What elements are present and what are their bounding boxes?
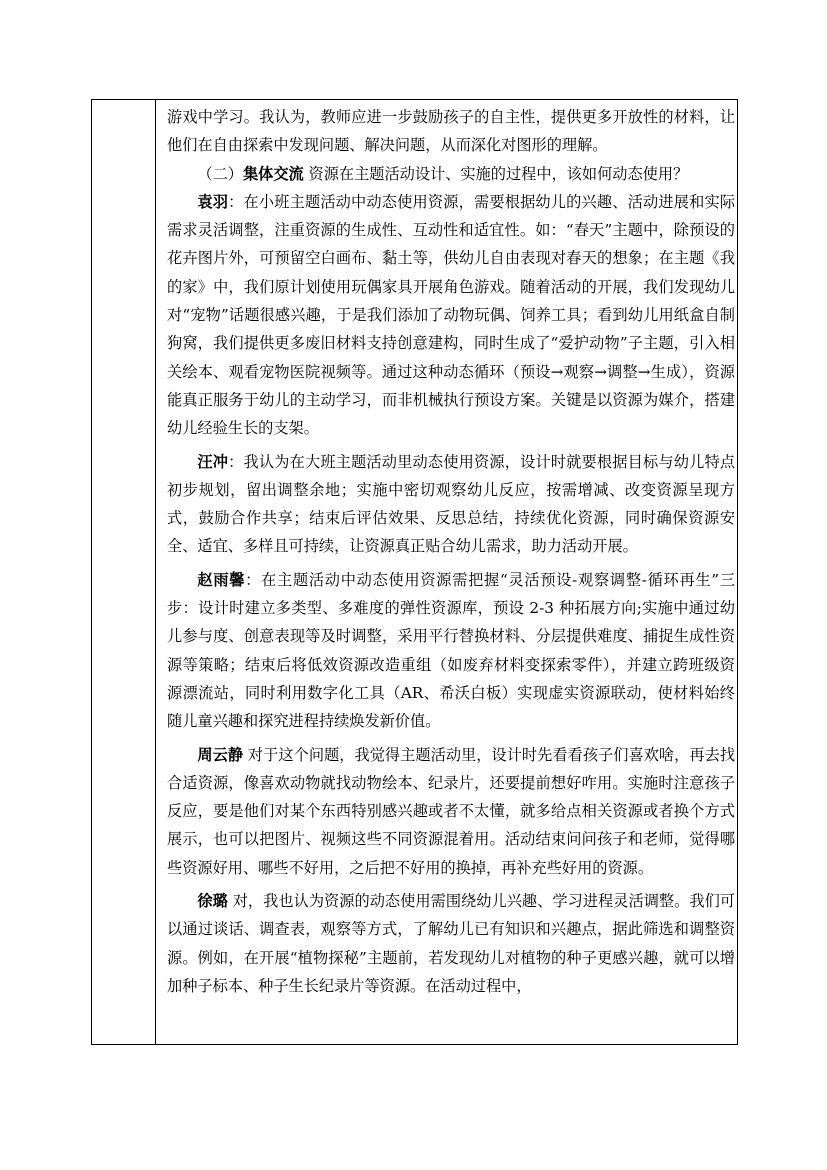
speaker-name: 周云静 [197, 745, 244, 764]
table-content-cell [167, 103, 735, 1000]
paragraph-intro: 游戏中学习。我认为，教师应进一步鼓励孩子的自主性，提供更多开放性的材料，让他们在自由探索中发现问题、解决问题，从而深化对图形的理解。 [167, 108, 735, 155]
speaker-name: 袁羽 [197, 192, 229, 211]
paragraph-discussion-heading [167, 160, 735, 188]
speaker-name: 汪冲 [197, 452, 229, 471]
heading-number: （二） [197, 164, 243, 183]
speaker-text: ：在主题活动中动态使用资源需把握“灵活预设-观察调整-循环再生”三步：设计时建立多类型、多难度的弹性资源库，预设 2-3 种拓展方向;实施中通过幼儿参与度、创意表现等及时调整，采用平行替换材料、分层提供难度、捕捉生成性资源等策略；结束后将低效资源改造重组（如废弃材料变探索零件），并建立跨班级资源漂流站，同时利用数字化工具（AR、希沃白板）实现虚实资源联动，使材料始终随儿童兴趣和探究进程持续焕发新价值。 [167, 570, 736, 731]
speaker-name: 赵雨馨 [197, 570, 246, 589]
speaker-text: 对于这个问题，我觉得主题活动里，设计时先看看孩子们喜欢啥，再去找合适资源，像喜欢动物就找动物绘本、纪录片，还要提前想好咋用。实施时注意孩子反应，要是他们对某个东西特别感兴趣或者不太懂，就多给点相关资源或者换个方式展示，也可以把图片、视频这些不同资源混着用。活动结束问问孩子和老师，觉得哪些资源好用、哪些不好用，之后把不好用的换掉，再补充些好用的资源。 [167, 745, 736, 877]
speaker-text: ：在小班主题活动中动态使用资源，需要根据幼儿的兴趣、活动进展和实际需求灵活调整，注重资源的生成性、互动性和适宜性。如：“春天”主题中，除预设的花卉图片外，可预留空白画布、黏土等，供幼儿自由表现对春天的想象；在主题《我的家》中，我们原计划使用玩偶家具开展角色游戏。随着活动的开展，我们发现幼儿对“宠物”话题很感兴趣，于是我们添加了动物玩偶、饲养工具；看到幼儿用纸盒自制狗窝，我们提供更多废旧材料支持创意建构，同时生成了“爱护动物”子主题，引入相关绘本、观看宠物医院视频等。通过这种动态循环（预设→观察→调整→生成），资源能真正服务于幼儿的主动学习，而非机械执行预设方案。关键是以资源为媒介，搭建幼儿经验生长的支架。 [167, 192, 736, 438]
paragraph-yuanyu [167, 188, 735, 443]
paragraph-zhaoyuxin [167, 566, 735, 736]
speaker-text: 对，我也认为资源的动态使用需围绕幼儿兴趣、学习进程灵活调整。我们可以通过谈话、调查表，观察等方式，了解幼儿已有知识和兴趣点，据此筛选和调整资源。例如，在开展“植物探秘”主题前，若发现幼儿对植物的种子更感兴趣，就可以增加种子标本、种子生长纪录片等资源。在活动过程中， [167, 892, 736, 995]
document-table [91, 99, 738, 1045]
heading-question: 资源在主题活动设计、实施的过程中，该如何动态使用？ [303, 164, 689, 183]
speaker-text: ：我认为在大班主题活动里动态使用资源，设计时就要根据目标与幼儿特点初步规划，留出调整余地；实施中密切观察幼儿反应，按需增减、改变资源呈现方式，鼓励合作共享；结束后评估效果、反思总结，持续优化资源，同时确保资源安全、适宜、多样且可持续，让资源真正贴合幼儿需求，助力活动开展。 [167, 452, 736, 556]
heading-label: 集体交流 [242, 164, 304, 183]
paragraph-xulu [167, 887, 735, 1000]
table-left-column [92, 100, 156, 1044]
speaker-name: 徐璐 [197, 892, 228, 911]
paragraph-zhouyunjing [167, 741, 735, 882]
paragraph-wangchong [167, 448, 735, 561]
